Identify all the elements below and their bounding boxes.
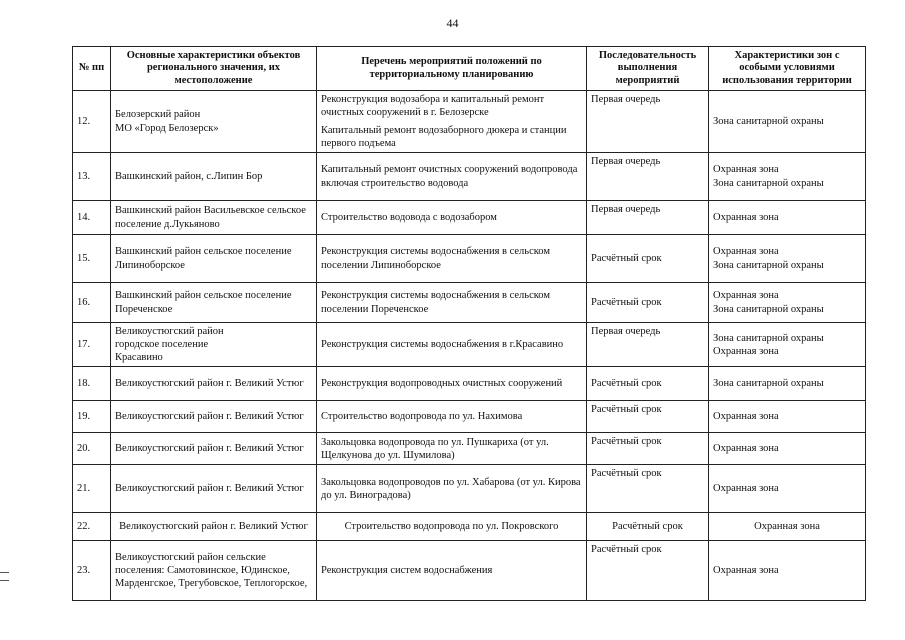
execution-order: Расчётный срок [587, 283, 709, 323]
object-location: Великоустюгский район г. Великий Устюг [111, 367, 317, 401]
measures-list [317, 367, 587, 401]
zone-characteristics [709, 513, 866, 541]
row-number: 15. [73, 235, 111, 283]
zone-item: Охранная зона [713, 246, 779, 258]
header-objects: Основные характеристики объектов регионального значения, их местоположение [111, 47, 317, 91]
table-row [73, 153, 866, 201]
zone-item: Зона санитарной охраны [713, 177, 824, 189]
zone-item: Охранная зона [754, 521, 820, 533]
zone-characteristics [709, 91, 866, 153]
table-row [73, 541, 866, 601]
object-location: Великоустюгский район г. Великий Устюг [111, 401, 317, 433]
row-number: 14. [73, 201, 111, 235]
execution-order: Расчётный срок [587, 541, 709, 601]
margin-mark [0, 572, 9, 573]
zone-item: Охранная зона [713, 211, 779, 223]
zone-item: Охранная зона [713, 443, 779, 455]
row-number: 13. [73, 153, 111, 201]
measures-list [317, 91, 587, 153]
row-number: 12. [73, 91, 111, 153]
zone-characteristics [709, 433, 866, 465]
measure-item: Закольцовка водопроводов по ул. Хабарова (от ул. Кирова до ул. Виноградова) [321, 476, 581, 501]
measure-item: Реконструкция системы водоснабжения в сельском поселении Липиноборское [321, 246, 551, 271]
zone-item: Зона санитарной охраны [713, 378, 824, 390]
zone-item: Зона санитарной охраны [713, 332, 824, 344]
execution-order: Первая очередь [587, 201, 709, 235]
zone-characteristics [709, 401, 866, 433]
zone-item: Зона санитарной охраны [713, 303, 824, 315]
table-row [73, 465, 866, 513]
row-number: 16. [73, 283, 111, 323]
page-number: 44 [446, 16, 459, 30]
zone-item: Зона санитарной охраны [713, 115, 824, 127]
object-location: Вашкинский район, с.Липин Бор [111, 153, 317, 201]
measure-item: Капитальный ремонт очистных сооружений водопровода включая строительство водовода [321, 164, 578, 189]
measure-item: Строительство водопровода по ул. Покровского [344, 521, 559, 533]
zone-characteristics [709, 283, 866, 323]
row-number: 20. [73, 433, 111, 465]
measure-item: Капитальный ремонт водозаборного дюкера и станции первого подъема [321, 124, 567, 149]
zone-characteristics [709, 541, 866, 601]
zone-item: Охранная зона [713, 164, 779, 176]
measure-item: Реконструкция системы водоснабжения в сельском поселении Пореченское [321, 290, 551, 315]
margin-mark [0, 580, 9, 581]
planning-table [72, 46, 866, 601]
object-location: Вашкинский район сельское поселение Пореченское [111, 283, 317, 323]
measures-list [317, 235, 587, 283]
measures-list [317, 433, 587, 465]
execution-order: Расчётный срок [587, 513, 709, 541]
object-location: Вашкинский район Васильевское сельское поселение д.Лукьяново [111, 201, 317, 235]
table-row [73, 283, 866, 323]
object-location: Великоустюгский район г. Великий Устюг [111, 465, 317, 513]
object-location: Белозерский район МО «Город Белозерск» [111, 91, 317, 153]
zone-characteristics [709, 323, 866, 367]
zone-item: Охранная зона [713, 483, 779, 495]
row-number: 17. [73, 323, 111, 367]
row-number: 21. [73, 465, 111, 513]
object-location: Великоустюгский район г. Великий Устюг [111, 433, 317, 465]
measure-item: Закольцовка водопровода по ул. Пушкариха (от ул. Щелкунова до ул. Шумилова) [321, 436, 549, 461]
zone-item: Охранная зона [713, 411, 779, 423]
zone-characteristics [709, 465, 866, 513]
measures-list [317, 513, 587, 541]
measure-item: Реконструкция водопроводных очистных сооружений [321, 378, 563, 390]
execution-order: Расчётный срок [587, 465, 709, 513]
table-body [73, 91, 866, 601]
table-row [73, 201, 866, 235]
row-number: 19. [73, 401, 111, 433]
execution-order: Расчётный срок [587, 235, 709, 283]
object-location: Великоустюгский район сельские поселения: Самотовинское, Юдинское, Марденгское, Трегубовское, Теплогорское, [111, 541, 317, 601]
table-row [73, 91, 866, 153]
table-row [73, 235, 866, 283]
execution-order: Расчётный срок [587, 401, 709, 433]
zone-characteristics [709, 367, 866, 401]
measure-item: Реконструкция систем водоснабжения [321, 565, 493, 577]
zone-characteristics [709, 235, 866, 283]
row-number: 18. [73, 367, 111, 401]
measure-item: Строительство водовода с водозабором [321, 211, 497, 223]
execution-order: Расчётный срок [587, 433, 709, 465]
measure-item: Реконструкция водозабора и капитальный ремонт очистных сооружений в г. Белозерске [321, 94, 545, 119]
execution-order: Первая очередь [587, 323, 709, 367]
measures-list [317, 201, 587, 235]
table-row [73, 323, 866, 367]
table-row [73, 513, 866, 541]
zone-item: Охранная зона [713, 565, 779, 577]
zone-item: Зона санитарной охраны [713, 259, 824, 271]
execution-order: Расчётный срок [587, 367, 709, 401]
object-location: Вашкинский район сельское поселение Липиноборское [111, 235, 317, 283]
header-measures: Перечень мероприятий положений по территориальному планированию [317, 47, 587, 91]
execution-order: Первая очередь [587, 91, 709, 153]
measures-list [317, 541, 587, 601]
execution-order: Первая очередь [587, 153, 709, 201]
table-row [73, 367, 866, 401]
measures-list [317, 283, 587, 323]
measure-item: Реконструкция системы водоснабжения в г.Красавино [321, 339, 564, 351]
measures-list [317, 323, 587, 367]
zone-item: Охранная зона [713, 290, 779, 302]
measures-list [317, 465, 587, 513]
row-number: 22. [73, 513, 111, 541]
zone-characteristics [709, 153, 866, 201]
object-location: Великоустюгский район городское поселение Красавино [111, 323, 317, 367]
measures-list [317, 153, 587, 201]
zone-item: Охранная зона [713, 345, 779, 357]
table-row [73, 401, 866, 433]
header-num: № пп [73, 47, 111, 91]
table-row [73, 433, 866, 465]
measures-list [317, 401, 587, 433]
header-zones: Характеристики зон с особыми условиями использования территории [709, 47, 866, 91]
zone-characteristics [709, 201, 866, 235]
object-location: Великоустюгский район г. Великий Устюг [111, 513, 317, 541]
header-order: Последовательность выполнения мероприятий [587, 47, 709, 91]
row-number: 23. [73, 541, 111, 601]
measure-item: Строительство водопровода по ул. Нахимова [321, 411, 523, 423]
